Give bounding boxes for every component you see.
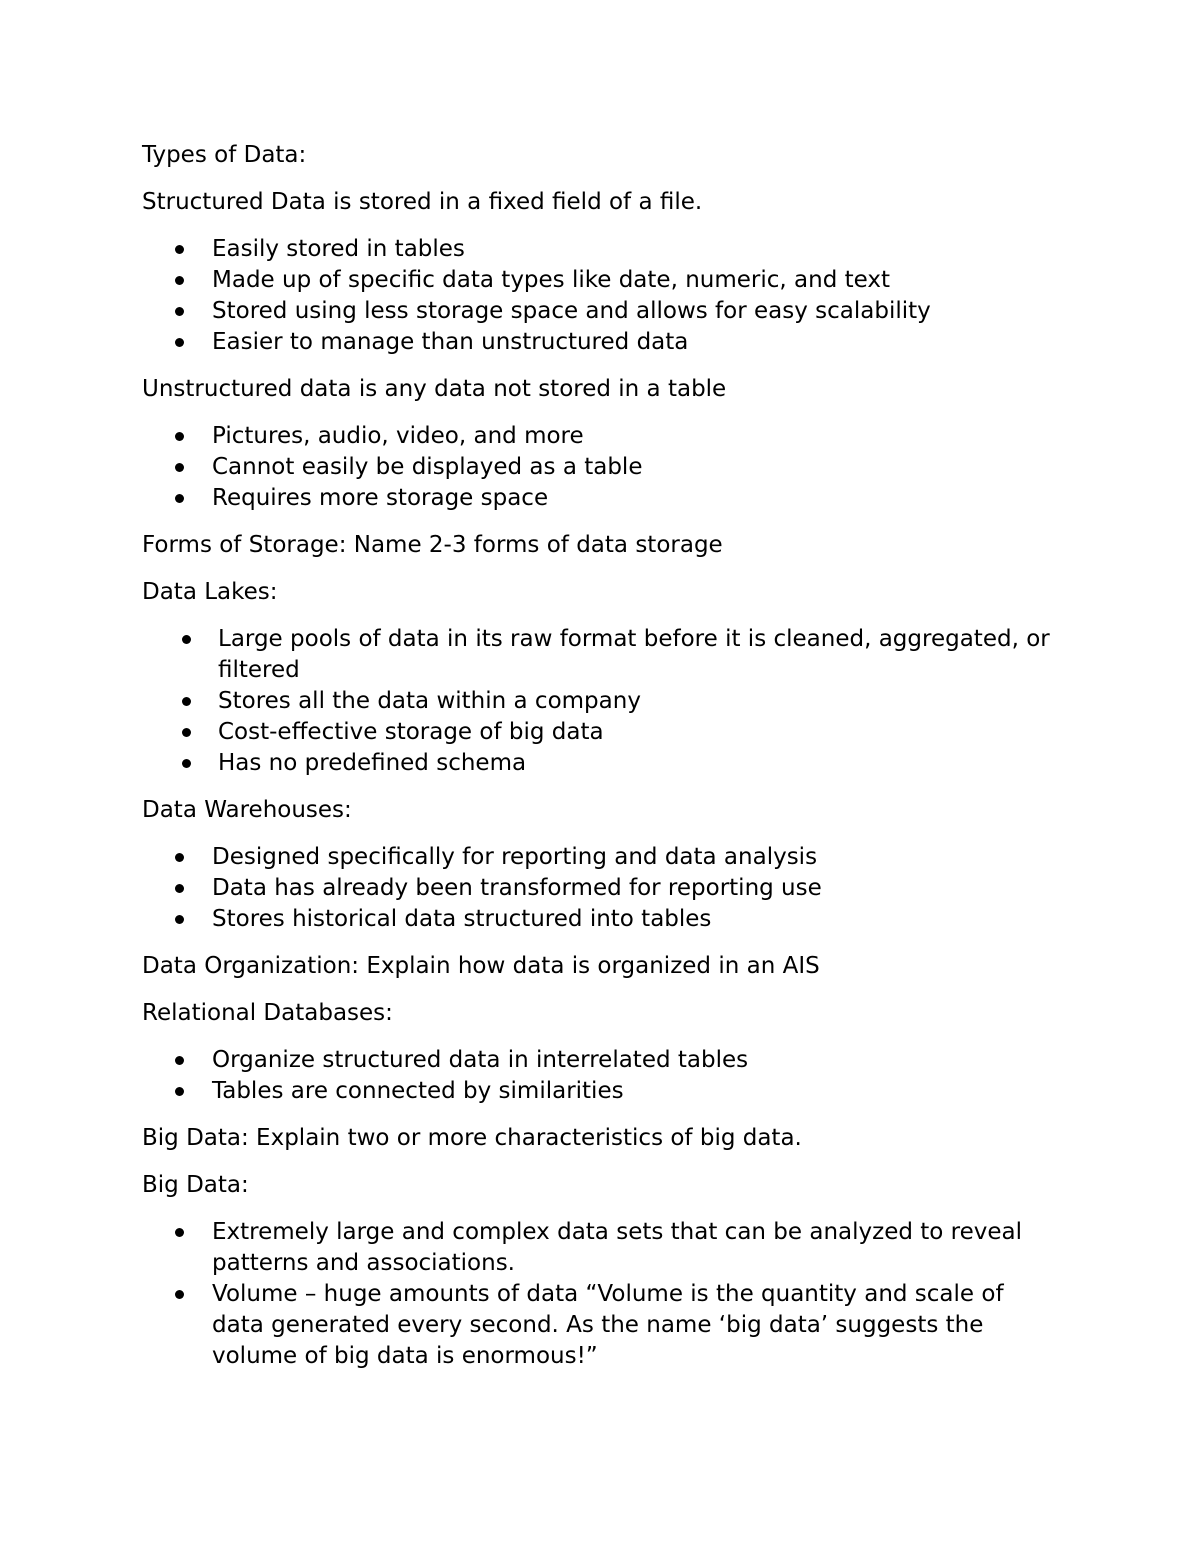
bullet-icon xyxy=(175,307,184,316)
lakes-heading: Data Lakes: xyxy=(142,579,278,605)
warehouses-heading: Data Warehouses: xyxy=(142,797,352,823)
list-item: Large pools of data in its raw format before it is cleaned, aggregated, or filtered xyxy=(142,624,1062,686)
list-item: Has no predefined schema xyxy=(142,748,1062,779)
list-item: Tables are connected by similarities xyxy=(142,1076,1062,1107)
list-item: Made up of specific data types like date, numeric, and text xyxy=(142,265,1062,296)
list-item: Cost-effective storage of big data xyxy=(142,717,1062,748)
list-item: Pictures, audio, video, and more xyxy=(142,421,1062,452)
bullet-icon xyxy=(175,1056,184,1065)
bigdata-question: Big Data: Explain two or more characteristics of big data. xyxy=(142,1125,802,1151)
unstructured-list xyxy=(142,421,1062,514)
relational-heading: Relational Databases: xyxy=(142,1000,393,1026)
bullet-icon xyxy=(175,915,184,924)
list-item: Cannot easily be displayed as a table xyxy=(142,452,1062,483)
bigdata-heading: Big Data: xyxy=(142,1172,249,1198)
lakes-list xyxy=(142,624,1062,779)
bigdata-list xyxy=(142,1217,1062,1372)
bullet-icon xyxy=(175,494,184,503)
types-heading: Types of Data: xyxy=(142,142,307,168)
bullet-icon xyxy=(175,432,184,441)
bullet-icon xyxy=(175,1290,184,1299)
warehouses-list xyxy=(142,842,1062,935)
bullet-icon xyxy=(182,759,191,768)
bullet-icon xyxy=(175,276,184,285)
list-item: Stored using less storage space and allows for easy scalability xyxy=(142,296,1062,327)
bullet-icon xyxy=(175,884,184,893)
bullet-icon xyxy=(182,697,191,706)
bullet-icon xyxy=(175,1228,184,1237)
list-item: Extremely large and complex data sets that can be analyzed to reveal patterns and associations. xyxy=(142,1217,1062,1279)
structured-list xyxy=(142,234,1062,358)
bullet-icon xyxy=(175,338,184,347)
bullet-icon xyxy=(175,245,184,254)
bullet-icon xyxy=(182,728,191,737)
list-item: Data has already been transformed for reporting use xyxy=(142,873,1062,904)
storage-heading: Forms of Storage: Name 2-3 forms of data storage xyxy=(142,532,723,558)
organization-heading: Data Organization: Explain how data is organized in an AIS xyxy=(142,953,820,979)
list-item: Designed specifically for reporting and data analysis xyxy=(142,842,1062,873)
bullet-icon xyxy=(175,463,184,472)
bullet-icon xyxy=(175,853,184,862)
structured-intro: Structured Data is stored in a fixed field of a file. xyxy=(142,189,703,215)
list-item: Organize structured data in interrelated tables xyxy=(142,1045,1062,1076)
list-item: Easier to manage than unstructured data xyxy=(142,327,1062,358)
document-body xyxy=(142,140,1062,1388)
bullet-icon xyxy=(182,635,191,644)
bullet-icon xyxy=(175,1087,184,1096)
list-item: Volume – huge amounts of data “Volume is the quantity and scale of data generated every second. As the name ‘big data’ suggests the volume of big data is enormous!” xyxy=(142,1279,1062,1372)
relational-list xyxy=(142,1045,1062,1107)
list-item: Requires more storage space xyxy=(142,483,1062,514)
unstructured-intro: Unstructured data is any data not stored in a table xyxy=(142,376,727,402)
list-item: Stores historical data structured into tables xyxy=(142,904,1062,935)
list-item: Easily stored in tables xyxy=(142,234,1062,265)
list-item: Stores all the data within a company xyxy=(142,686,1062,717)
